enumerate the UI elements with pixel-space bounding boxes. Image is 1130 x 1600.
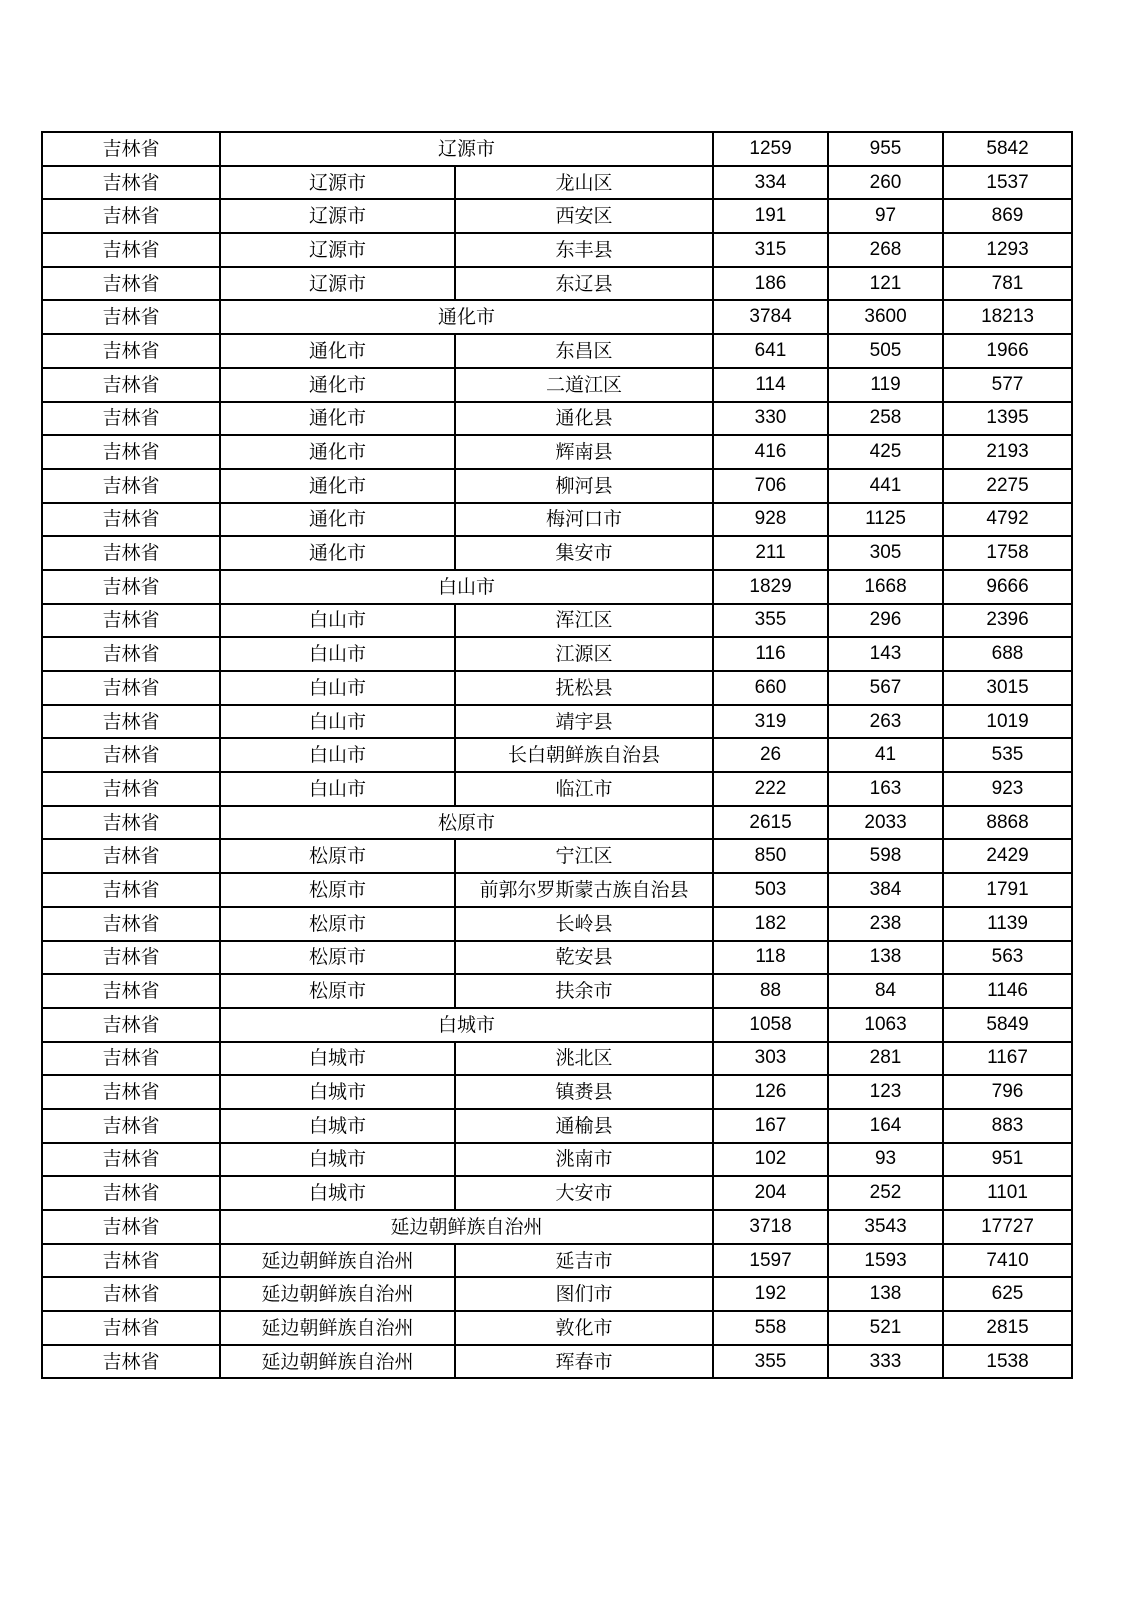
city-cell: 白山市 (220, 637, 455, 671)
value-3-cell: 4792 (943, 503, 1072, 537)
province-cell: 吉林省 (42, 334, 220, 368)
table-row-district (42, 705, 1072, 739)
value-2-cell: 333 (828, 1345, 943, 1379)
city-cell: 通化市 (220, 402, 455, 436)
district-cell: 二道江区 (455, 368, 713, 402)
city-total-cell: 松原市 (220, 806, 713, 840)
city-total-cell: 白城市 (220, 1008, 713, 1042)
district-cell: 延吉市 (455, 1244, 713, 1278)
value-1-cell: 222 (713, 772, 828, 806)
value-3-cell: 1395 (943, 402, 1072, 436)
city-cell: 白城市 (220, 1075, 455, 1109)
district-cell: 洮南市 (455, 1143, 713, 1177)
district-cell: 通榆县 (455, 1109, 713, 1143)
value-3-cell: 923 (943, 772, 1072, 806)
province-cell: 吉林省 (42, 604, 220, 638)
table-row-district (42, 267, 1072, 301)
value-2-cell: 238 (828, 907, 943, 941)
value-3-cell: 18213 (943, 300, 1072, 334)
city-cell: 辽源市 (220, 199, 455, 233)
value-1-cell: 116 (713, 637, 828, 671)
value-2-cell: 138 (828, 941, 943, 975)
value-2-cell: 163 (828, 772, 943, 806)
value-2-cell: 305 (828, 536, 943, 570)
table-row-district (42, 166, 1072, 200)
province-cell: 吉林省 (42, 435, 220, 469)
table-row-district (42, 334, 1072, 368)
district-cell: 乾安县 (455, 941, 713, 975)
province-cell: 吉林省 (42, 907, 220, 941)
value-2-cell: 258 (828, 402, 943, 436)
province-cell: 吉林省 (42, 671, 220, 705)
city-cell: 松原市 (220, 839, 455, 873)
value-1-cell: 88 (713, 974, 828, 1008)
value-2-cell: 41 (828, 738, 943, 772)
city-total-cell: 辽源市 (220, 132, 713, 166)
value-2-cell: 93 (828, 1143, 943, 1177)
city-cell: 通化市 (220, 503, 455, 537)
table-body (42, 132, 1072, 1378)
province-cell: 吉林省 (42, 1075, 220, 1109)
province-cell: 吉林省 (42, 1210, 220, 1244)
district-cell: 宁江区 (455, 839, 713, 873)
table-row-district (42, 1311, 1072, 1345)
value-2-cell: 955 (828, 132, 943, 166)
value-2-cell: 84 (828, 974, 943, 1008)
value-1-cell: 1058 (713, 1008, 828, 1042)
table-row-district (42, 503, 1072, 537)
value-2-cell: 164 (828, 1109, 943, 1143)
city-cell: 白城市 (220, 1143, 455, 1177)
value-1-cell: 1597 (713, 1244, 828, 1278)
value-3-cell: 951 (943, 1143, 1072, 1177)
city-cell: 延边朝鲜族自治州 (220, 1345, 455, 1379)
city-cell: 松原市 (220, 873, 455, 907)
district-cell: 抚松县 (455, 671, 713, 705)
value-2-cell: 97 (828, 199, 943, 233)
district-cell: 集安市 (455, 536, 713, 570)
province-cell: 吉林省 (42, 1176, 220, 1210)
value-3-cell: 625 (943, 1277, 1072, 1311)
city-cell: 辽源市 (220, 267, 455, 301)
table-row-district (42, 1143, 1072, 1177)
table-row-district (42, 1109, 1072, 1143)
value-3-cell: 796 (943, 1075, 1072, 1109)
value-3-cell: 2275 (943, 469, 1072, 503)
value-1-cell: 102 (713, 1143, 828, 1177)
province-cell: 吉林省 (42, 402, 220, 436)
city-cell: 延边朝鲜族自治州 (220, 1244, 455, 1278)
city-cell: 白山市 (220, 671, 455, 705)
table-row-district (42, 1244, 1072, 1278)
value-3-cell: 688 (943, 637, 1072, 671)
value-1-cell: 334 (713, 166, 828, 200)
table-row-district (42, 402, 1072, 436)
value-1-cell: 167 (713, 1109, 828, 1143)
city-cell: 白山市 (220, 772, 455, 806)
value-3-cell: 5842 (943, 132, 1072, 166)
value-3-cell: 1537 (943, 166, 1072, 200)
city-cell: 辽源市 (220, 233, 455, 267)
value-2-cell: 505 (828, 334, 943, 368)
value-2-cell: 143 (828, 637, 943, 671)
province-cell: 吉林省 (42, 1345, 220, 1379)
city-cell: 通化市 (220, 469, 455, 503)
value-3-cell: 883 (943, 1109, 1072, 1143)
district-cell: 图们市 (455, 1277, 713, 1311)
table-row-district (42, 368, 1072, 402)
province-cell: 吉林省 (42, 974, 220, 1008)
district-cell: 江源区 (455, 637, 713, 671)
province-cell: 吉林省 (42, 166, 220, 200)
city-total-cell: 延边朝鲜族自治州 (220, 1210, 713, 1244)
city-cell: 通化市 (220, 536, 455, 570)
value-3-cell: 1101 (943, 1176, 1072, 1210)
district-cell: 敦化市 (455, 1311, 713, 1345)
table-row-district (42, 199, 1072, 233)
value-3-cell: 1538 (943, 1345, 1072, 1379)
district-cell: 靖宇县 (455, 705, 713, 739)
city-cell: 通化市 (220, 368, 455, 402)
value-3-cell: 1791 (943, 873, 1072, 907)
value-3-cell: 3015 (943, 671, 1072, 705)
province-cell: 吉林省 (42, 199, 220, 233)
district-cell: 东丰县 (455, 233, 713, 267)
city-total-cell: 通化市 (220, 300, 713, 334)
value-3-cell: 869 (943, 199, 1072, 233)
value-1-cell: 355 (713, 1345, 828, 1379)
province-cell: 吉林省 (42, 806, 220, 840)
value-1-cell: 558 (713, 1311, 828, 1345)
city-cell: 通化市 (220, 334, 455, 368)
value-2-cell: 2033 (828, 806, 943, 840)
city-cell: 松原市 (220, 907, 455, 941)
value-3-cell: 2815 (943, 1311, 1072, 1345)
value-1-cell: 186 (713, 267, 828, 301)
value-2-cell: 1063 (828, 1008, 943, 1042)
table-row-district (42, 772, 1072, 806)
value-2-cell: 567 (828, 671, 943, 705)
province-cell: 吉林省 (42, 1042, 220, 1076)
value-3-cell: 8868 (943, 806, 1072, 840)
table-row-district (42, 469, 1072, 503)
district-cell: 通化县 (455, 402, 713, 436)
province-cell: 吉林省 (42, 1311, 220, 1345)
table-row-district (42, 941, 1072, 975)
table-row-district (42, 907, 1072, 941)
table-row-district (42, 1042, 1072, 1076)
district-cell: 辉南县 (455, 435, 713, 469)
value-1-cell: 928 (713, 503, 828, 537)
province-cell: 吉林省 (42, 1008, 220, 1042)
value-2-cell: 296 (828, 604, 943, 638)
value-2-cell: 3600 (828, 300, 943, 334)
table-row-district (42, 637, 1072, 671)
value-1-cell: 850 (713, 839, 828, 873)
province-cell: 吉林省 (42, 705, 220, 739)
value-2-cell: 252 (828, 1176, 943, 1210)
district-cell: 东昌区 (455, 334, 713, 368)
value-2-cell: 441 (828, 469, 943, 503)
value-3-cell: 781 (943, 267, 1072, 301)
city-cell: 白城市 (220, 1042, 455, 1076)
value-2-cell: 425 (828, 435, 943, 469)
province-cell: 吉林省 (42, 738, 220, 772)
district-cell: 大安市 (455, 1176, 713, 1210)
value-2-cell: 1668 (828, 570, 943, 604)
table-row-city-total (42, 1008, 1072, 1042)
value-3-cell: 577 (943, 368, 1072, 402)
province-cell: 吉林省 (42, 1143, 220, 1177)
value-3-cell: 1167 (943, 1042, 1072, 1076)
district-cell: 梅河口市 (455, 503, 713, 537)
value-2-cell: 263 (828, 705, 943, 739)
value-2-cell: 384 (828, 873, 943, 907)
value-1-cell: 706 (713, 469, 828, 503)
province-cell: 吉林省 (42, 941, 220, 975)
value-1-cell: 211 (713, 536, 828, 570)
value-2-cell: 1593 (828, 1244, 943, 1278)
value-1-cell: 303 (713, 1042, 828, 1076)
value-1-cell: 3718 (713, 1210, 828, 1244)
city-cell: 白山市 (220, 705, 455, 739)
table-row-city-total (42, 1210, 1072, 1244)
value-3-cell: 1139 (943, 907, 1072, 941)
value-3-cell: 2193 (943, 435, 1072, 469)
table-row-district (42, 738, 1072, 772)
value-1-cell: 182 (713, 907, 828, 941)
province-cell: 吉林省 (42, 1244, 220, 1278)
table-row-district (42, 839, 1072, 873)
value-1-cell: 204 (713, 1176, 828, 1210)
district-cell: 临江市 (455, 772, 713, 806)
table-row-district (42, 233, 1072, 267)
value-1-cell: 1259 (713, 132, 828, 166)
city-cell: 延边朝鲜族自治州 (220, 1311, 455, 1345)
value-2-cell: 260 (828, 166, 943, 200)
district-cell: 龙山区 (455, 166, 713, 200)
value-3-cell: 7410 (943, 1244, 1072, 1278)
value-2-cell: 119 (828, 368, 943, 402)
table-row-district (42, 536, 1072, 570)
value-3-cell: 1966 (943, 334, 1072, 368)
value-1-cell: 319 (713, 705, 828, 739)
district-cell: 长白朝鲜族自治县 (455, 738, 713, 772)
value-1-cell: 126 (713, 1075, 828, 1109)
value-3-cell: 5849 (943, 1008, 1072, 1042)
value-1-cell: 355 (713, 604, 828, 638)
table-row-district (42, 1345, 1072, 1379)
value-1-cell: 114 (713, 368, 828, 402)
table-row-district (42, 435, 1072, 469)
district-cell: 扶余市 (455, 974, 713, 1008)
table-row-city-total (42, 132, 1072, 166)
table-row-district (42, 604, 1072, 638)
value-1-cell: 330 (713, 402, 828, 436)
value-1-cell: 660 (713, 671, 828, 705)
city-cell: 辽源市 (220, 166, 455, 200)
district-cell: 东辽县 (455, 267, 713, 301)
district-cell: 镇赉县 (455, 1075, 713, 1109)
table-row-district (42, 1176, 1072, 1210)
district-cell: 洮北区 (455, 1042, 713, 1076)
province-cell: 吉林省 (42, 233, 220, 267)
province-cell: 吉林省 (42, 300, 220, 334)
value-2-cell: 3543 (828, 1210, 943, 1244)
value-3-cell: 1146 (943, 974, 1072, 1008)
value-3-cell: 1293 (943, 233, 1072, 267)
value-3-cell: 2429 (943, 839, 1072, 873)
value-1-cell: 315 (713, 233, 828, 267)
value-1-cell: 1829 (713, 570, 828, 604)
city-cell: 延边朝鲜族自治州 (220, 1277, 455, 1311)
province-cell: 吉林省 (42, 267, 220, 301)
province-cell: 吉林省 (42, 772, 220, 806)
city-cell: 白城市 (220, 1176, 455, 1210)
district-cell: 浑江区 (455, 604, 713, 638)
value-2-cell: 123 (828, 1075, 943, 1109)
value-2-cell: 138 (828, 1277, 943, 1311)
district-cell: 西安区 (455, 199, 713, 233)
table-row-city-total (42, 806, 1072, 840)
value-2-cell: 1125 (828, 503, 943, 537)
value-3-cell: 1019 (943, 705, 1072, 739)
table-row-city-total (42, 300, 1072, 334)
province-cell: 吉林省 (42, 1277, 220, 1311)
value-1-cell: 641 (713, 334, 828, 368)
value-3-cell: 17727 (943, 1210, 1072, 1244)
value-3-cell: 2396 (943, 604, 1072, 638)
table-row-district (42, 974, 1072, 1008)
district-cell: 珲春市 (455, 1345, 713, 1379)
province-cell: 吉林省 (42, 873, 220, 907)
value-3-cell: 9666 (943, 570, 1072, 604)
city-cell: 松原市 (220, 974, 455, 1008)
value-1-cell: 416 (713, 435, 828, 469)
city-cell: 白山市 (220, 604, 455, 638)
province-cell: 吉林省 (42, 1109, 220, 1143)
city-total-cell: 白山市 (220, 570, 713, 604)
value-1-cell: 118 (713, 941, 828, 975)
value-2-cell: 121 (828, 267, 943, 301)
city-cell: 通化市 (220, 435, 455, 469)
table-row-district (42, 873, 1072, 907)
province-cell: 吉林省 (42, 637, 220, 671)
province-cell: 吉林省 (42, 469, 220, 503)
value-1-cell: 3784 (713, 300, 828, 334)
table-row-district (42, 1277, 1072, 1311)
value-1-cell: 503 (713, 873, 828, 907)
district-cell: 柳河县 (455, 469, 713, 503)
province-cell: 吉林省 (42, 503, 220, 537)
province-cell: 吉林省 (42, 536, 220, 570)
value-3-cell: 1758 (943, 536, 1072, 570)
city-cell: 松原市 (220, 941, 455, 975)
value-2-cell: 521 (828, 1311, 943, 1345)
province-cell: 吉林省 (42, 132, 220, 166)
district-cell: 长岭县 (455, 907, 713, 941)
value-1-cell: 191 (713, 199, 828, 233)
value-2-cell: 268 (828, 233, 943, 267)
table-row-city-total (42, 570, 1072, 604)
value-1-cell: 2615 (713, 806, 828, 840)
statistics-table (41, 131, 1073, 1379)
table-row-district (42, 1075, 1072, 1109)
value-3-cell: 535 (943, 738, 1072, 772)
value-1-cell: 26 (713, 738, 828, 772)
value-1-cell: 192 (713, 1277, 828, 1311)
table-row-district (42, 671, 1072, 705)
district-cell: 前郭尔罗斯蒙古族自治县 (455, 873, 713, 907)
document-page (41, 131, 1071, 1379)
value-2-cell: 598 (828, 839, 943, 873)
province-cell: 吉林省 (42, 570, 220, 604)
province-cell: 吉林省 (42, 368, 220, 402)
city-cell: 白山市 (220, 738, 455, 772)
value-3-cell: 563 (943, 941, 1072, 975)
province-cell: 吉林省 (42, 839, 220, 873)
value-2-cell: 281 (828, 1042, 943, 1076)
city-cell: 白城市 (220, 1109, 455, 1143)
